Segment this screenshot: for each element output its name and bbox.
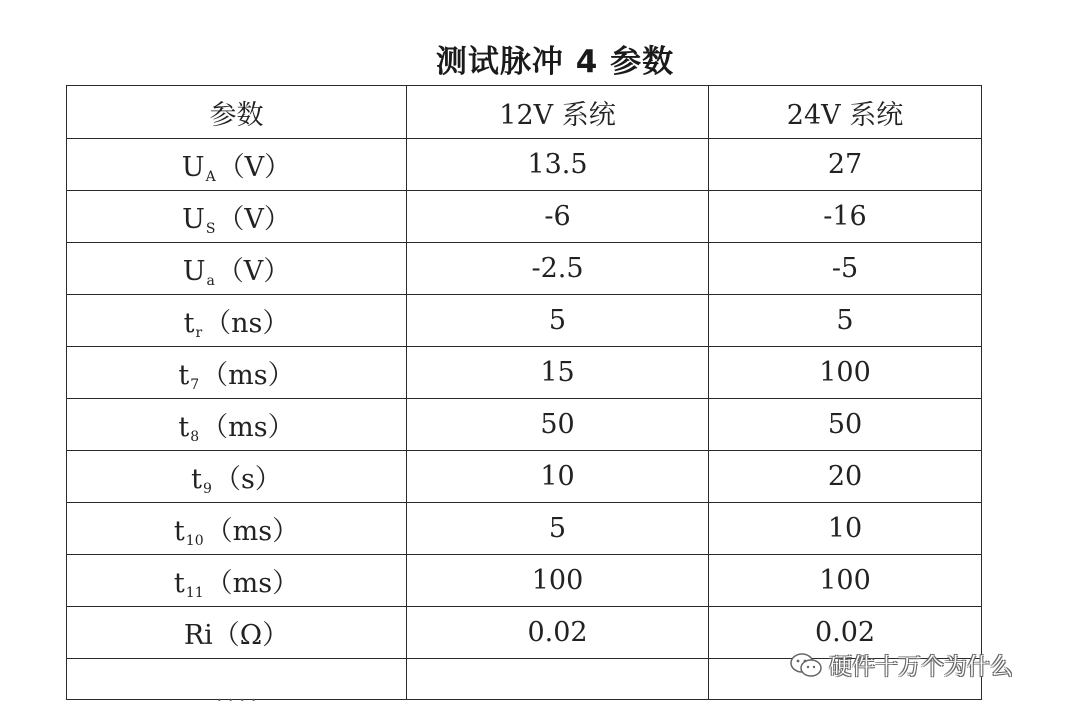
watermark [789,648,1013,681]
param-symbol: t [173,516,185,547]
table-row [67,347,982,399]
table-row [67,295,982,347]
value-12v-cell: 15 [407,347,709,399]
param-subscript: 10 [185,533,204,549]
param-cell [67,139,407,191]
param-symbol: U [181,152,205,183]
param-unit: （ns） [204,308,290,339]
param-cell [67,191,407,243]
param-subscript: 8 [190,429,200,445]
param-unit: （ms） [205,516,300,547]
parameter-table-container [66,85,981,711]
value-24v-cell: 27 [709,139,982,191]
param-subscript: 7 [190,377,200,393]
header-cell-param: 参数 [67,86,407,139]
cutoff-cell [407,659,709,700]
param-cell [67,347,407,399]
value-24v-cell: -5 [709,243,982,295]
param-unit: （V） [217,204,291,235]
param-symbol: Ri [183,620,213,651]
value-12v-cell: 0.02 [407,607,709,659]
header-cell-12v: 12V 系统 [407,86,709,139]
header-cell-24v: 24V 系统 [709,86,982,139]
param-unit: （s） [213,464,282,495]
watermark-text: 硬件十万个为什么 [829,654,1013,680]
value-24v-cell: 10 [709,503,982,555]
value-12v-cell: -6 [407,191,709,243]
value-12v-cell: 50 [407,399,709,451]
param-subscript: A [205,169,216,185]
param-unit: （Ω） [212,620,290,651]
param-cell [67,503,407,555]
value-24v-cell: 100 [709,347,982,399]
param-subscript: S [205,221,216,237]
param-symbol: t [178,360,190,391]
param-symbol: t [178,412,190,443]
param-cell [67,243,407,295]
value-24v-cell: 50 [709,399,982,451]
value-12v-cell: -2.5 [407,243,709,295]
param-cell [67,555,407,607]
parameter-table [66,85,982,711]
value-24v-cell: -16 [709,191,982,243]
param-cell [67,399,407,451]
param-subscript: 9 [203,481,212,497]
table-row [67,139,982,191]
value-12v-cell: 5 [407,295,709,347]
param-symbol: t [183,308,195,339]
value-24v-cell: 100 [709,555,982,607]
header-row [67,86,982,139]
param-symbol: U [182,256,206,287]
param-symbol: t [173,568,185,599]
wechat-icon [789,651,823,679]
table-body [67,139,982,711]
table-row [67,243,982,295]
cutoff-fragment: · · · · [216,689,257,711]
value-24v-cell: 5 [709,295,982,347]
param-subscript: a [206,273,215,289]
param-subscript: 11 [185,585,204,601]
value-12v-cell: 100 [407,555,709,607]
param-symbol: U [182,204,205,235]
param-subscript: r [195,325,203,341]
table-row [67,555,982,607]
table-row [67,399,982,451]
value-24v-cell: 20 [709,451,982,503]
param-unit: （V） [216,256,291,287]
param-unit: （ms） [201,412,295,443]
param-cell [67,451,407,503]
table-row [67,451,982,503]
table-title: 测试脉冲 4 参数 [435,44,675,80]
table-row [67,503,982,555]
param-symbol: t [191,464,203,495]
value-12v-cell: 13.5 [407,139,709,191]
cutoff-cell [67,659,407,711]
param-unit: （ms） [205,568,300,599]
param-unit: （ms） [201,360,295,391]
value-12v-cell: 5 [407,503,709,555]
param-cell [67,607,407,659]
param-cell [67,295,407,347]
value-12v-cell: 10 [407,451,709,503]
table-row [67,191,982,243]
value-24v-cell: 0.02 [709,607,982,659]
param-unit: （V） [217,152,292,183]
